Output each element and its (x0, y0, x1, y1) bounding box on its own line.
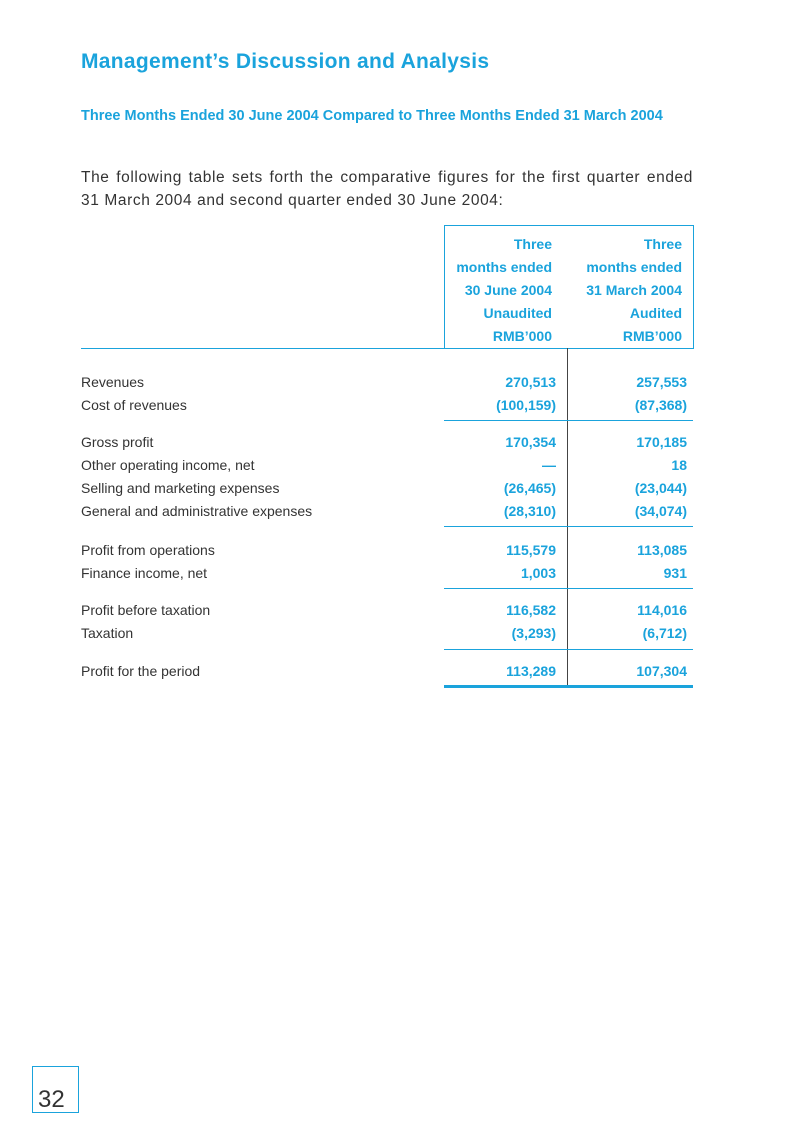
row-label: Cost of revenues (81, 397, 187, 413)
column-header-line: Three (513, 236, 552, 252)
row-value-q1: (6,712) (642, 625, 687, 641)
table-row (81, 660, 693, 683)
table-row (81, 599, 693, 622)
row-label: Other operating income, net (81, 457, 255, 473)
table-row (81, 562, 693, 585)
table-header-rule (81, 348, 693, 349)
table-row (81, 622, 693, 645)
subtotal-rule (444, 588, 567, 589)
row-value-q2: 116,582 (506, 602, 556, 618)
row-value-q2: 270,513 (505, 374, 556, 390)
subtotal-rule (567, 526, 693, 527)
row-value-q2: — (542, 457, 556, 473)
subtotal-rule (567, 649, 693, 650)
row-label: General and administrative expenses (81, 503, 313, 519)
row-label: Profit from operations (81, 542, 215, 558)
section-subtitle: Three Months Ended 30 June 2004 Compared to Three Months Ended 31 March 2004 (81, 108, 663, 124)
row-label: Profit for the period (81, 663, 201, 679)
row-value-q1: 931 (663, 565, 687, 581)
row-value-q2: (3,293) (511, 625, 556, 641)
row-label: Profit before taxation (81, 602, 211, 618)
table-row (81, 539, 693, 562)
column-header-line: Unaudited (483, 305, 552, 321)
row-value-q1: 257,553 (636, 374, 687, 390)
row-value-q1: 114,016 (637, 602, 687, 618)
row-value-q1: (23,044) (634, 480, 687, 496)
row-value-q2: 170,354 (505, 434, 556, 450)
row-label: Taxation (81, 625, 134, 641)
subtotal-rule (567, 588, 693, 589)
row-value-q2: (100,159) (496, 397, 556, 413)
row-value-q2: 115,579 (506, 542, 556, 558)
row-label: Finance income, net (81, 565, 208, 581)
intro-paragraph: The following table sets forth the comparative figures for the first quarter ended 31 March 2004 and second quarter ended 30 June 2004: (81, 169, 693, 209)
subtotal-rule (444, 649, 567, 650)
column-header-q2 (444, 233, 552, 348)
column-header-q1 (567, 233, 682, 348)
table-row (81, 394, 693, 417)
column-header-line: 31 March 2004 (586, 282, 682, 298)
row-value-q1: 170,185 (636, 434, 687, 450)
row-value-q2: 113,289 (506, 663, 556, 679)
row-value-q2: (26,465) (503, 480, 556, 496)
table-row (81, 431, 693, 454)
row-value-q2: (28,310) (503, 503, 556, 519)
table-row (81, 371, 693, 394)
column-header-line: RMB’000 (622, 328, 682, 344)
column-header-line: 30 June 2004 (464, 282, 552, 298)
total-rule (444, 685, 693, 688)
column-header-line: months ended (586, 259, 682, 275)
row-value-q1: (34,074) (634, 503, 687, 519)
row-value-q1: 107,304 (636, 663, 687, 679)
row-value-q1: 18 (671, 457, 687, 473)
row-label: Selling and marketing expenses (81, 480, 280, 496)
page-number: 32 (32, 1066, 79, 1113)
subtotal-rule (444, 526, 567, 527)
row-value-q1: (87,368) (634, 397, 687, 413)
row-value-q2: 1,003 (520, 565, 556, 581)
table-row (81, 477, 693, 500)
subtotal-rule (567, 420, 693, 421)
row-label: Revenues (81, 374, 145, 390)
row-label: Gross profit (81, 434, 154, 450)
column-header-line: months ended (456, 259, 552, 275)
column-header-line: Three (643, 236, 682, 252)
page-title: Management’s Discussion and Analysis (81, 50, 490, 73)
subtotal-rule (444, 420, 567, 421)
row-value-q1: 113,085 (637, 542, 687, 558)
column-header-line: Audited (629, 305, 682, 321)
table-row (81, 500, 693, 523)
column-header-line: RMB’000 (492, 328, 552, 344)
table-row (81, 454, 693, 477)
